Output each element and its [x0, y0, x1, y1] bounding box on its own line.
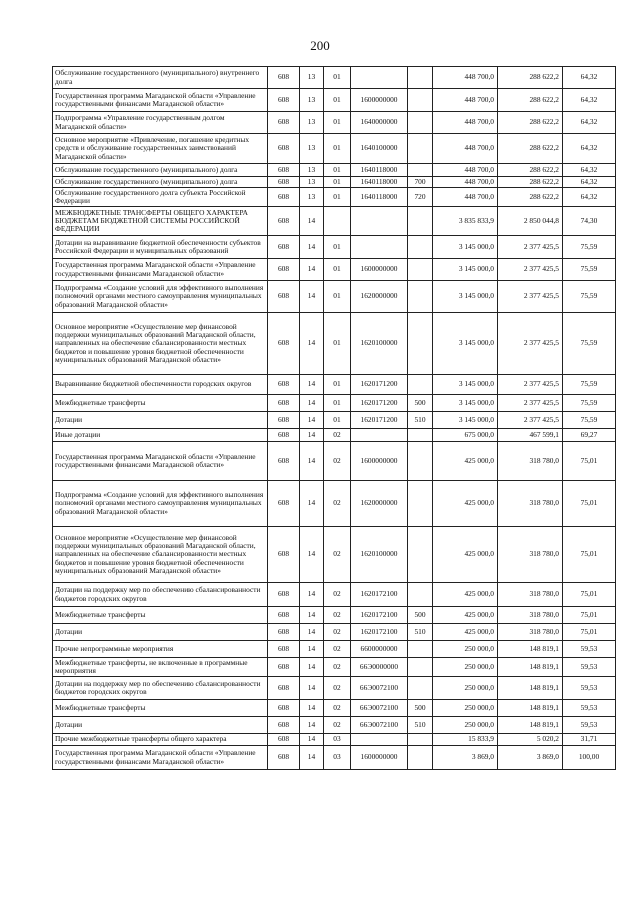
row-execution-percent: 64,32 — [563, 164, 616, 177]
row-execution-percent: 75,59 — [563, 313, 616, 375]
row-plan-amount: 3 145 000,0 — [433, 395, 498, 412]
row-ministry-code: 608 — [268, 481, 300, 527]
row-ministry-code: 608 — [268, 236, 300, 259]
row-program-code — [351, 734, 408, 746]
row-name: Основное мероприятие «Осуществление мер финансовой поддержки муниципальных образований Магаданской области, направленных на обеспечение сбалансированности местных бюджетов и повышение уровня бюджетной обеспеченности муниципальных образований Магаданской области» — [53, 313, 268, 375]
table-row — [53, 624, 616, 641]
row-name: Обслуживание государственного (муниципального) долга — [53, 164, 268, 177]
row-name: Межбюджетные трансферты — [53, 607, 268, 624]
row-program-code: 1600000000 — [351, 259, 408, 281]
row-expense-type — [408, 112, 433, 134]
row-subsection-code: 02 — [324, 442, 351, 481]
row-ministry-code: 608 — [268, 313, 300, 375]
row-execution-percent: 75,01 — [563, 607, 616, 624]
row-plan-amount: 3 145 000,0 — [433, 281, 498, 313]
table-row — [53, 134, 616, 164]
row-actual-amount: 318 780,0 — [498, 527, 563, 583]
row-ministry-code: 608 — [268, 177, 300, 188]
row-subsection-code: 02 — [324, 700, 351, 717]
row-actual-amount: 318 780,0 — [498, 442, 563, 481]
row-subsection-code — [324, 207, 351, 236]
row-plan-amount: 425 000,0 — [433, 527, 498, 583]
row-subsection-code: 01 — [324, 236, 351, 259]
row-actual-amount: 2 377 425,5 — [498, 236, 563, 259]
row-execution-percent: 75,01 — [563, 583, 616, 607]
row-subsection-code: 02 — [324, 527, 351, 583]
row-name: Выравнивание бюджетной обеспеченности городских округов — [53, 375, 268, 395]
row-section-code: 13 — [300, 112, 324, 134]
row-subsection-code: 01 — [324, 412, 351, 429]
row-subsection-code: 01 — [324, 134, 351, 164]
row-actual-amount: 318 780,0 — [498, 607, 563, 624]
row-expense-type — [408, 164, 433, 177]
row-section-code: 13 — [300, 164, 324, 177]
row-execution-percent: 75,59 — [563, 281, 616, 313]
row-ministry-code: 608 — [268, 112, 300, 134]
row-program-code: 1620172100 — [351, 607, 408, 624]
table-row — [53, 658, 616, 677]
row-section-code: 14 — [300, 207, 324, 236]
row-name: Дотации — [53, 717, 268, 734]
row-subsection-code: 01 — [324, 164, 351, 177]
row-section-code: 13 — [300, 188, 324, 207]
row-actual-amount: 148 819,1 — [498, 641, 563, 658]
row-actual-amount: 467 599,1 — [498, 429, 563, 442]
row-name: Государственная программа Магаданской области «Управление государственными финансами Магаданской области» — [53, 442, 268, 481]
row-execution-percent: 59,53 — [563, 641, 616, 658]
row-program-code: 1600000000 — [351, 746, 408, 770]
row-ministry-code: 608 — [268, 624, 300, 641]
row-subsection-code: 01 — [324, 67, 351, 89]
row-name: Иные дотации — [53, 429, 268, 442]
row-expense-type — [408, 677, 433, 700]
row-expense-type — [408, 259, 433, 281]
row-ministry-code: 608 — [268, 281, 300, 313]
row-ministry-code: 608 — [268, 412, 300, 429]
row-plan-amount: 3 145 000,0 — [433, 259, 498, 281]
table-row — [53, 746, 616, 770]
row-name: Межбюджетные трансферты, не включенные в программные мероприятия — [53, 658, 268, 677]
row-subsection-code: 01 — [324, 395, 351, 412]
row-expense-type — [408, 734, 433, 746]
row-program-code — [351, 207, 408, 236]
row-ministry-code: 608 — [268, 375, 300, 395]
row-subsection-code: 01 — [324, 375, 351, 395]
row-section-code: 14 — [300, 641, 324, 658]
row-section-code: 14 — [300, 395, 324, 412]
row-program-code: 1640118000 — [351, 188, 408, 207]
table-row — [53, 583, 616, 607]
row-program-code: 1620000000 — [351, 281, 408, 313]
table-row — [53, 412, 616, 429]
row-ministry-code: 608 — [268, 734, 300, 746]
table-row — [53, 112, 616, 134]
row-actual-amount: 148 819,1 — [498, 700, 563, 717]
row-name: Подпрограмма «Управление государственным долгом Магаданской области» — [53, 112, 268, 134]
row-program-code: 1620172100 — [351, 583, 408, 607]
row-name: Основное мероприятие «Привлечение, погашение кредитных средств и обслуживание государственных заимствований Магаданской области» — [53, 134, 268, 164]
row-execution-percent: 74,30 — [563, 207, 616, 236]
row-plan-amount: 425 000,0 — [433, 481, 498, 527]
row-actual-amount: 288 622,2 — [498, 188, 563, 207]
row-expense-type: 500 — [408, 700, 433, 717]
row-expense-type — [408, 134, 433, 164]
table-row — [53, 164, 616, 177]
row-subsection-code: 01 — [324, 188, 351, 207]
row-plan-amount: 448 700,0 — [433, 134, 498, 164]
row-section-code: 14 — [300, 527, 324, 583]
row-section-code: 14 — [300, 677, 324, 700]
row-program-code — [351, 236, 408, 259]
row-program-code: 1600000000 — [351, 89, 408, 112]
table-row — [53, 481, 616, 527]
row-plan-amount: 675 000,0 — [433, 429, 498, 442]
row-execution-percent: 69,27 — [563, 429, 616, 442]
row-expense-type — [408, 429, 433, 442]
row-program-code — [351, 429, 408, 442]
row-program-code: 66Э0072100 — [351, 717, 408, 734]
row-plan-amount: 250 000,0 — [433, 677, 498, 700]
row-ministry-code: 608 — [268, 188, 300, 207]
row-actual-amount: 148 819,1 — [498, 658, 563, 677]
row-name: Прочие межбюджетные трансферты общего характера — [53, 734, 268, 746]
row-ministry-code: 608 — [268, 641, 300, 658]
row-subsection-code: 02 — [324, 481, 351, 527]
row-ministry-code: 608 — [268, 700, 300, 717]
table-row — [53, 188, 616, 207]
row-execution-percent: 59,53 — [563, 677, 616, 700]
row-actual-amount: 2 377 425,5 — [498, 281, 563, 313]
row-section-code: 13 — [300, 134, 324, 164]
row-program-code — [351, 67, 408, 89]
row-program-code: 1620171200 — [351, 395, 408, 412]
row-name: Межбюджетные трансферты — [53, 395, 268, 412]
row-section-code: 14 — [300, 412, 324, 429]
row-execution-percent: 64,32 — [563, 89, 616, 112]
row-subsection-code: 01 — [324, 259, 351, 281]
row-plan-amount: 15 833,9 — [433, 734, 498, 746]
row-expense-type — [408, 583, 433, 607]
row-plan-amount: 3 145 000,0 — [433, 412, 498, 429]
row-name: Государственная программа Магаданской области «Управление государственными финансами Магаданской области» — [53, 89, 268, 112]
row-plan-amount: 250 000,0 — [433, 658, 498, 677]
row-ministry-code: 608 — [268, 607, 300, 624]
row-section-code: 13 — [300, 89, 324, 112]
table-row — [53, 734, 616, 746]
row-subsection-code: 02 — [324, 583, 351, 607]
row-ministry-code: 608 — [268, 164, 300, 177]
row-section-code: 13 — [300, 67, 324, 89]
row-actual-amount: 288 622,2 — [498, 177, 563, 188]
row-plan-amount: 448 700,0 — [433, 89, 498, 112]
row-program-code: 1620100000 — [351, 313, 408, 375]
row-section-code: 14 — [300, 313, 324, 375]
row-program-code: 1640000000 — [351, 112, 408, 134]
row-ministry-code: 608 — [268, 527, 300, 583]
row-execution-percent: 59,53 — [563, 717, 616, 734]
row-execution-percent: 64,32 — [563, 188, 616, 207]
row-program-code: 1620000000 — [351, 481, 408, 527]
row-expense-type — [408, 746, 433, 770]
row-ministry-code: 608 — [268, 746, 300, 770]
row-ministry-code: 608 — [268, 658, 300, 677]
row-actual-amount: 288 622,2 — [498, 112, 563, 134]
row-subsection-code: 01 — [324, 89, 351, 112]
row-section-code: 14 — [300, 607, 324, 624]
row-actual-amount: 318 780,0 — [498, 624, 563, 641]
table-row — [53, 395, 616, 412]
row-ministry-code: 608 — [268, 207, 300, 236]
row-subsection-code: 02 — [324, 624, 351, 641]
row-actual-amount: 2 377 425,5 — [498, 375, 563, 395]
row-subsection-code: 01 — [324, 177, 351, 188]
row-execution-percent: 75,01 — [563, 481, 616, 527]
table-row — [53, 259, 616, 281]
row-ministry-code: 608 — [268, 89, 300, 112]
row-actual-amount: 288 622,2 — [498, 164, 563, 177]
row-section-code: 14 — [300, 583, 324, 607]
row-name: Государственная программа Магаданской области «Управление государственными финансами Магаданской области» — [53, 746, 268, 770]
row-name: Государственная программа Магаданской области «Управление государственными финансами Магаданской области» — [53, 259, 268, 281]
row-section-code: 14 — [300, 236, 324, 259]
row-section-code: 14 — [300, 429, 324, 442]
row-plan-amount: 250 000,0 — [433, 717, 498, 734]
row-plan-amount: 448 700,0 — [433, 177, 498, 188]
row-subsection-code: 02 — [324, 429, 351, 442]
row-actual-amount: 148 819,1 — [498, 717, 563, 734]
row-subsection-code: 01 — [324, 313, 351, 375]
row-expense-type — [408, 641, 433, 658]
row-actual-amount: 2 850 044,8 — [498, 207, 563, 236]
row-expense-type — [408, 89, 433, 112]
row-section-code: 14 — [300, 658, 324, 677]
row-expense-type: 720 — [408, 188, 433, 207]
row-section-code: 14 — [300, 281, 324, 313]
table-row — [53, 89, 616, 112]
row-name: МЕЖБЮДЖЕТНЫЕ ТРАНСФЕРТЫ ОБЩЕГО ХАРАКТЕРА БЮДЖЕТАМ БЮДЖЕТНОЙ СИСТЕМЫ РОССИЙСКОЙ ФЕДЕРАЦИИ — [53, 207, 268, 236]
row-section-code: 14 — [300, 624, 324, 641]
row-plan-amount: 448 700,0 — [433, 112, 498, 134]
row-expense-type: 500 — [408, 395, 433, 412]
row-name: Дотации на поддержку мер по обеспечению сбалансированности бюджетов городских округов — [53, 677, 268, 700]
row-section-code: 14 — [300, 442, 324, 481]
table-row — [53, 281, 616, 313]
row-expense-type — [408, 527, 433, 583]
row-expense-type — [408, 481, 433, 527]
row-ministry-code: 608 — [268, 717, 300, 734]
budget-table — [52, 66, 616, 770]
row-execution-percent: 75,01 — [563, 442, 616, 481]
row-execution-percent: 64,32 — [563, 134, 616, 164]
row-expense-type: 510 — [408, 624, 433, 641]
table-row — [53, 313, 616, 375]
row-execution-percent: 59,53 — [563, 700, 616, 717]
row-plan-amount: 250 000,0 — [433, 641, 498, 658]
row-section-code: 14 — [300, 746, 324, 770]
row-subsection-code: 02 — [324, 641, 351, 658]
table-row — [53, 177, 616, 188]
table-row — [53, 236, 616, 259]
row-expense-type — [408, 313, 433, 375]
row-program-code: 1620171200 — [351, 412, 408, 429]
row-plan-amount: 3 835 833,9 — [433, 207, 498, 236]
row-name: Дотации — [53, 624, 268, 641]
row-ministry-code: 608 — [268, 395, 300, 412]
row-plan-amount: 448 700,0 — [433, 188, 498, 207]
row-plan-amount: 3 145 000,0 — [433, 313, 498, 375]
row-program-code: 1620100000 — [351, 527, 408, 583]
row-expense-type: 500 — [408, 607, 433, 624]
row-name: Дотации на выравнивание бюджетной обеспеченности субъектов Российской Федерации и муниципальных образований — [53, 236, 268, 259]
row-subsection-code: 02 — [324, 677, 351, 700]
table-row — [53, 641, 616, 658]
row-plan-amount: 425 000,0 — [433, 624, 498, 641]
table-row — [53, 527, 616, 583]
row-ministry-code: 608 — [268, 677, 300, 700]
row-expense-type — [408, 442, 433, 481]
table-row — [53, 700, 616, 717]
table-row — [53, 677, 616, 700]
row-plan-amount: 425 000,0 — [433, 442, 498, 481]
row-subsection-code: 02 — [324, 658, 351, 677]
table-row — [53, 429, 616, 442]
row-actual-amount: 288 622,2 — [498, 67, 563, 89]
row-subsection-code: 02 — [324, 607, 351, 624]
row-execution-percent: 31,71 — [563, 734, 616, 746]
row-actual-amount: 288 622,2 — [498, 89, 563, 112]
table-row — [53, 67, 616, 89]
row-execution-percent: 75,59 — [563, 375, 616, 395]
row-expense-type: 510 — [408, 412, 433, 429]
row-name: Межбюджетные трансферты — [53, 700, 268, 717]
row-ministry-code: 608 — [268, 583, 300, 607]
row-actual-amount: 5 020,2 — [498, 734, 563, 746]
row-subsection-code: 01 — [324, 112, 351, 134]
row-execution-percent: 75,59 — [563, 395, 616, 412]
row-actual-amount: 2 377 425,5 — [498, 412, 563, 429]
row-program-code: 1640118000 — [351, 164, 408, 177]
row-section-code: 14 — [300, 375, 324, 395]
row-actual-amount: 3 869,0 — [498, 746, 563, 770]
row-actual-amount: 288 622,2 — [498, 134, 563, 164]
row-plan-amount: 425 000,0 — [433, 583, 498, 607]
row-execution-percent: 64,32 — [563, 67, 616, 89]
row-expense-type: 700 — [408, 177, 433, 188]
row-expense-type — [408, 67, 433, 89]
row-section-code: 14 — [300, 481, 324, 527]
table-row — [53, 607, 616, 624]
row-name: Прочие непрограммные мероприятия — [53, 641, 268, 658]
row-ministry-code: 608 — [268, 442, 300, 481]
row-name: Подпрограмма «Создание условий для эффективного выполнения полномочий органами местного самоуправления муниципальных образований Магаданской области» — [53, 481, 268, 527]
table-row — [53, 442, 616, 481]
row-execution-percent: 64,32 — [563, 112, 616, 134]
row-actual-amount: 318 780,0 — [498, 583, 563, 607]
row-plan-amount: 3 869,0 — [433, 746, 498, 770]
row-expense-type — [408, 207, 433, 236]
row-section-code: 14 — [300, 700, 324, 717]
row-program-code: 1620172100 — [351, 624, 408, 641]
row-execution-percent: 100,00 — [563, 746, 616, 770]
row-execution-percent: 75,59 — [563, 412, 616, 429]
row-execution-percent: 75,01 — [563, 527, 616, 583]
row-plan-amount: 448 700,0 — [433, 164, 498, 177]
row-execution-percent: 59,53 — [563, 658, 616, 677]
row-expense-type — [408, 281, 433, 313]
row-plan-amount: 425 000,0 — [433, 607, 498, 624]
row-actual-amount: 2 377 425,5 — [498, 259, 563, 281]
row-program-code: 6600000000 — [351, 641, 408, 658]
row-ministry-code: 608 — [268, 429, 300, 442]
row-program-code: 66Э0000000 — [351, 658, 408, 677]
row-program-code: 1600000000 — [351, 442, 408, 481]
row-name: Подпрограмма «Создание условий для эффективного выполнения полномочий органами местного самоуправления муниципальных образований Магаданской области» — [53, 281, 268, 313]
row-subsection-code: 03 — [324, 746, 351, 770]
table-row — [53, 717, 616, 734]
row-name: Обслуживание государственного (муниципального) долга — [53, 177, 268, 188]
row-expense-type — [408, 375, 433, 395]
row-subsection-code: 01 — [324, 281, 351, 313]
row-program-code: 66Э0072100 — [351, 677, 408, 700]
row-plan-amount: 250 000,0 — [433, 700, 498, 717]
row-actual-amount: 2 377 425,5 — [498, 395, 563, 412]
row-name: Дотации — [53, 412, 268, 429]
row-section-code: 14 — [300, 734, 324, 746]
row-ministry-code: 608 — [268, 134, 300, 164]
row-expense-type — [408, 236, 433, 259]
row-execution-percent: 75,59 — [563, 236, 616, 259]
row-expense-type — [408, 658, 433, 677]
row-actual-amount: 2 377 425,5 — [498, 313, 563, 375]
row-name: Обслуживание государственного долга субъекта Российской Федерации — [53, 188, 268, 207]
row-actual-amount: 318 780,0 — [498, 481, 563, 527]
row-program-code: 1620171200 — [351, 375, 408, 395]
row-subsection-code: 03 — [324, 734, 351, 746]
row-plan-amount: 3 145 000,0 — [433, 236, 498, 259]
row-plan-amount: 448 700,0 — [433, 67, 498, 89]
row-name: Основное мероприятие «Осуществление мер финансовой поддержки муниципальных образований Магаданской области, направленных на обеспечение сбалансированности местных бюджетов и повышение уровня бюджетной обеспеченности муниципальных образований Магаданской области» — [53, 527, 268, 583]
row-program-code: 1640118000 — [351, 177, 408, 188]
row-execution-percent: 75,59 — [563, 259, 616, 281]
row-execution-percent: 64,32 — [563, 177, 616, 188]
table-row — [53, 207, 616, 236]
row-expense-type: 510 — [408, 717, 433, 734]
row-name: Обслуживание государственного (муниципального) внутреннего долга — [53, 67, 268, 89]
row-program-code: 1640100000 — [351, 134, 408, 164]
row-plan-amount: 3 145 000,0 — [433, 375, 498, 395]
row-actual-amount: 148 819,1 — [498, 677, 563, 700]
row-name: Дотации на поддержку мер по обеспечению сбалансированности бюджетов городских округов — [53, 583, 268, 607]
row-section-code: 13 — [300, 177, 324, 188]
row-execution-percent: 75,01 — [563, 624, 616, 641]
page-number: 200 — [310, 38, 330, 53]
row-section-code: 14 — [300, 717, 324, 734]
table-row — [53, 375, 616, 395]
row-subsection-code: 02 — [324, 717, 351, 734]
row-ministry-code: 608 — [268, 67, 300, 89]
row-section-code: 14 — [300, 259, 324, 281]
row-ministry-code: 608 — [268, 259, 300, 281]
budget-table-body — [53, 67, 616, 770]
row-program-code: 66Э0072100 — [351, 700, 408, 717]
